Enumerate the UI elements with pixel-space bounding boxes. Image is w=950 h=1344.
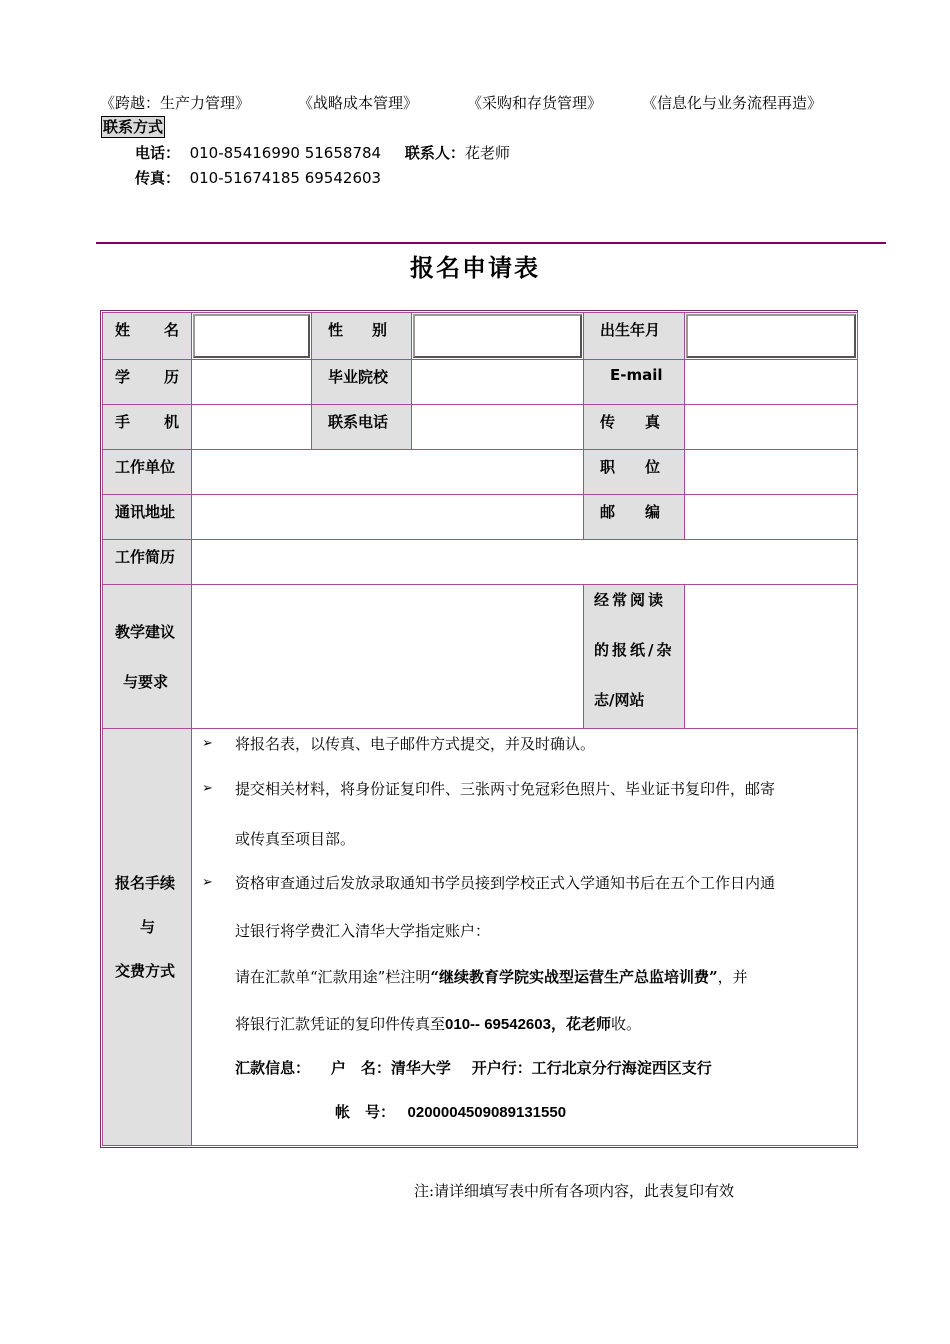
arrow-bullet-icon: ➢ <box>202 875 213 890</box>
suggest-label-cell <box>103 585 192 729</box>
arrow-bullet-icon: ➢ <box>202 781 213 796</box>
form-title: 报名申请表 <box>410 254 540 282</box>
account-number: 帐 号： 0200004509089131550 <box>335 1104 567 1121</box>
employer-field[interactable] <box>192 450 584 495</box>
fax-line <box>135 167 381 188</box>
procedure-content: ➢ 将报名表，以传真、电子邮件方式提交，并及时确认。 ➢ 提交相关材料，将身份证复印件、三张两寸免冠彩色照片、毕业证书复印件，邮寄 或传真至项目部。 ➢ 资格审查通过后发放录取通知书学员接到学校正式入学通知书后在五个工作日内通 过银行将学费汇入清华大学指定账户： 请在汇款单“汇款用途”栏注明“继续教育学院实战型运营生产总监培训费”，并 将银行汇款凭证的复印件传真至010-- 69542603，花老师收。 汇款信息： 户 名：清华大学 开户行：工行北京分行海淀西区支行 帐 号： 0200004509089131550 <box>192 729 858 1146</box>
footer-note: 注:请详细填写表中所有各项内容，此表复印有效 <box>414 1182 735 1200</box>
procedure-item: ➢ 资格审查通过后发放录取通知书学员接到学校正式入学通知书后在五个工作日内通 <box>202 874 776 892</box>
contact-heading: 联系方式 <box>103 118 164 136</box>
registration-form <box>102 312 858 1146</box>
reading-label-cell <box>584 585 685 729</box>
book-title: 《跨越：生产力管理》 <box>100 94 251 112</box>
employer-label: 工作单位 <box>115 458 176 476</box>
suggest-label: 教学建议 与要求 <box>115 622 176 691</box>
fax-value: 010-51674185 69542603 <box>189 169 382 187</box>
postcode-label-cell <box>584 495 685 540</box>
email-field[interactable] <box>685 360 858 405</box>
suggest-field[interactable] <box>192 585 584 729</box>
book-title: 《战略成本管理》 <box>298 94 419 112</box>
fax-label: 传真： <box>135 169 181 187</box>
mobile-label: 手 机 <box>115 413 179 431</box>
procedure-item: ➢ 提交相关材料，将身份证复印件、三张两寸免冠彩色照片、毕业证书复印件，邮寄 <box>202 780 776 798</box>
resume-field[interactable] <box>192 540 858 585</box>
postcode-label: 邮 编 <box>600 503 660 521</box>
education-field[interactable] <box>192 360 312 405</box>
contact-person-value: 花老师 <box>464 144 510 162</box>
employer-label-cell <box>103 450 192 495</box>
education-label-cell <box>103 360 192 405</box>
resume-label: 工作简历 <box>115 548 176 566</box>
birth-label: 出生年月 <box>600 321 661 339</box>
name-field[interactable] <box>192 313 312 360</box>
arrow-bullet-icon: ➢ <box>202 736 213 751</box>
contact-person-label: 联系人： <box>404 144 465 162</box>
fax-field-label: 传 真 <box>600 413 660 431</box>
education-label: 学 历 <box>115 368 179 386</box>
tel-label-cell <box>312 405 412 450</box>
phone-label: 电话： <box>135 144 181 162</box>
resume-label-cell <box>103 540 192 585</box>
school-label-cell <box>312 360 412 405</box>
book-title: 《采购和存货管理》 <box>467 94 603 112</box>
fax-label-cell <box>584 405 685 450</box>
fax-field[interactable] <box>685 405 858 450</box>
address-label-cell <box>103 495 192 540</box>
book-list <box>0 92 950 114</box>
email-label: E-mail <box>610 366 663 384</box>
remit-note: 请在汇款单“汇款用途”栏注明“继续教育学院实战型运营生产总监培训费”，并 <box>235 968 748 986</box>
postcode-field[interactable] <box>685 495 858 540</box>
gender-field[interactable] <box>412 313 584 360</box>
position-label: 职 位 <box>600 458 660 476</box>
gender-label: 性 别 <box>328 321 387 339</box>
address-field[interactable] <box>192 495 584 540</box>
position-field[interactable] <box>685 450 858 495</box>
email-label-cell <box>584 360 685 405</box>
phone-value: 010-85416990 51658784 <box>189 144 382 162</box>
position-label-cell <box>584 450 685 495</box>
procedure-label-cell <box>103 729 192 1146</box>
divider <box>96 242 886 244</box>
name-label: 姓 名 <box>115 321 179 339</box>
copy-note: 将银行汇款凭证的复印件传真至010-- 69542603，花老师收。 <box>235 1015 641 1033</box>
school-label: 毕业院校 <box>328 368 389 386</box>
tel-field[interactable] <box>412 405 584 450</box>
school-field[interactable] <box>412 360 584 405</box>
address-label: 通讯地址 <box>115 503 176 521</box>
procedure-item: ➢ 将报名表，以传真、电子邮件方式提交，并及时确认。 <box>202 735 596 753</box>
birth-field[interactable] <box>685 313 858 360</box>
mobile-field[interactable] <box>192 405 312 450</box>
bank-info: 汇款信息： 户 名：清华大学 开户行：工行北京分行海淀西区支行 <box>235 1060 712 1077</box>
reading-field[interactable] <box>685 585 858 729</box>
tel-label: 联系电话 <box>328 413 389 431</box>
procedure-label: 报名手续 与 交费方式 <box>115 874 176 980</box>
phone-line <box>135 142 510 163</box>
book-title: 《信息化与业务流程再造》 <box>642 94 823 112</box>
mobile-label-cell <box>103 405 192 450</box>
reading-label: 经常阅读 的报纸/杂 志/网站 <box>594 591 675 709</box>
name-label-cell <box>103 313 192 360</box>
gender-label-cell <box>312 313 412 360</box>
birth-label-cell <box>584 313 685 360</box>
